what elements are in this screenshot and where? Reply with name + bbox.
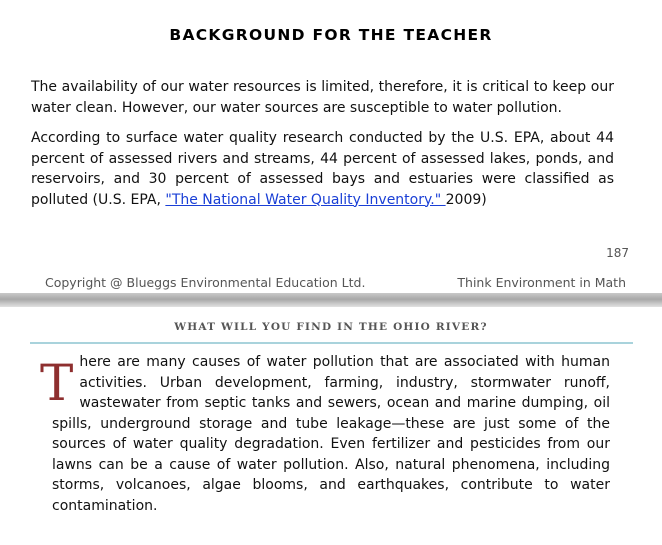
paragraph-epa-text: According to surface water quality research conducted by the U.S. EPA, about 44 percent of assessed rivers and streams, 44 percent of assessed lakes, ponds, and reservoirs, and 30 percent of assessed bays and estuaries were classified as polluted (U.S. EPA, xyxy=(31,130,614,208)
heading-rule xyxy=(30,342,633,344)
footer-copyright: Copyright @ Blueggs Environmental Education Ltd. xyxy=(45,275,366,290)
page-divider xyxy=(0,293,662,307)
section-heading-ohio: WHAT WILL YOU FIND IN THE OHIO RIVER? xyxy=(174,321,488,333)
paragraph-availability: The availability of our water resources is limited, therefore, it is critical to keep our water clean. However, our water sources are susceptible to water pollution. xyxy=(31,79,614,116)
drop-cap: T xyxy=(40,354,74,412)
footer-series-title: Think Environment in Math xyxy=(457,275,626,290)
paragraph-epa-research xyxy=(31,128,614,210)
paragraph-epa-end: 2009) xyxy=(445,191,487,208)
page-number: 187 xyxy=(606,246,629,260)
page-lower xyxy=(0,307,662,545)
paragraph-pollution-causes xyxy=(40,352,610,516)
section-heading: BACKGROUND FOR THE TEACHER xyxy=(169,26,493,44)
water-quality-inventory-link[interactable]: "The National Water Quality Inventory." xyxy=(165,191,446,208)
paragraph-pollution-text: here are many causes of water pollution that are associated with human activities. Urban development, farming, industry, stormwater runoff, wastewater from septic tanks and sewers, ocean and marine dumping, oil spills, underground storage and tube leakage—these are just some of the sources of water quality degradation. Even fertilizer and pesticides from our lawns can be a cause of water pollution. Also, natural phenomena, including storms, volcanoes, algae blooms, and earthquakes, contribute to water contamination. xyxy=(52,354,610,514)
